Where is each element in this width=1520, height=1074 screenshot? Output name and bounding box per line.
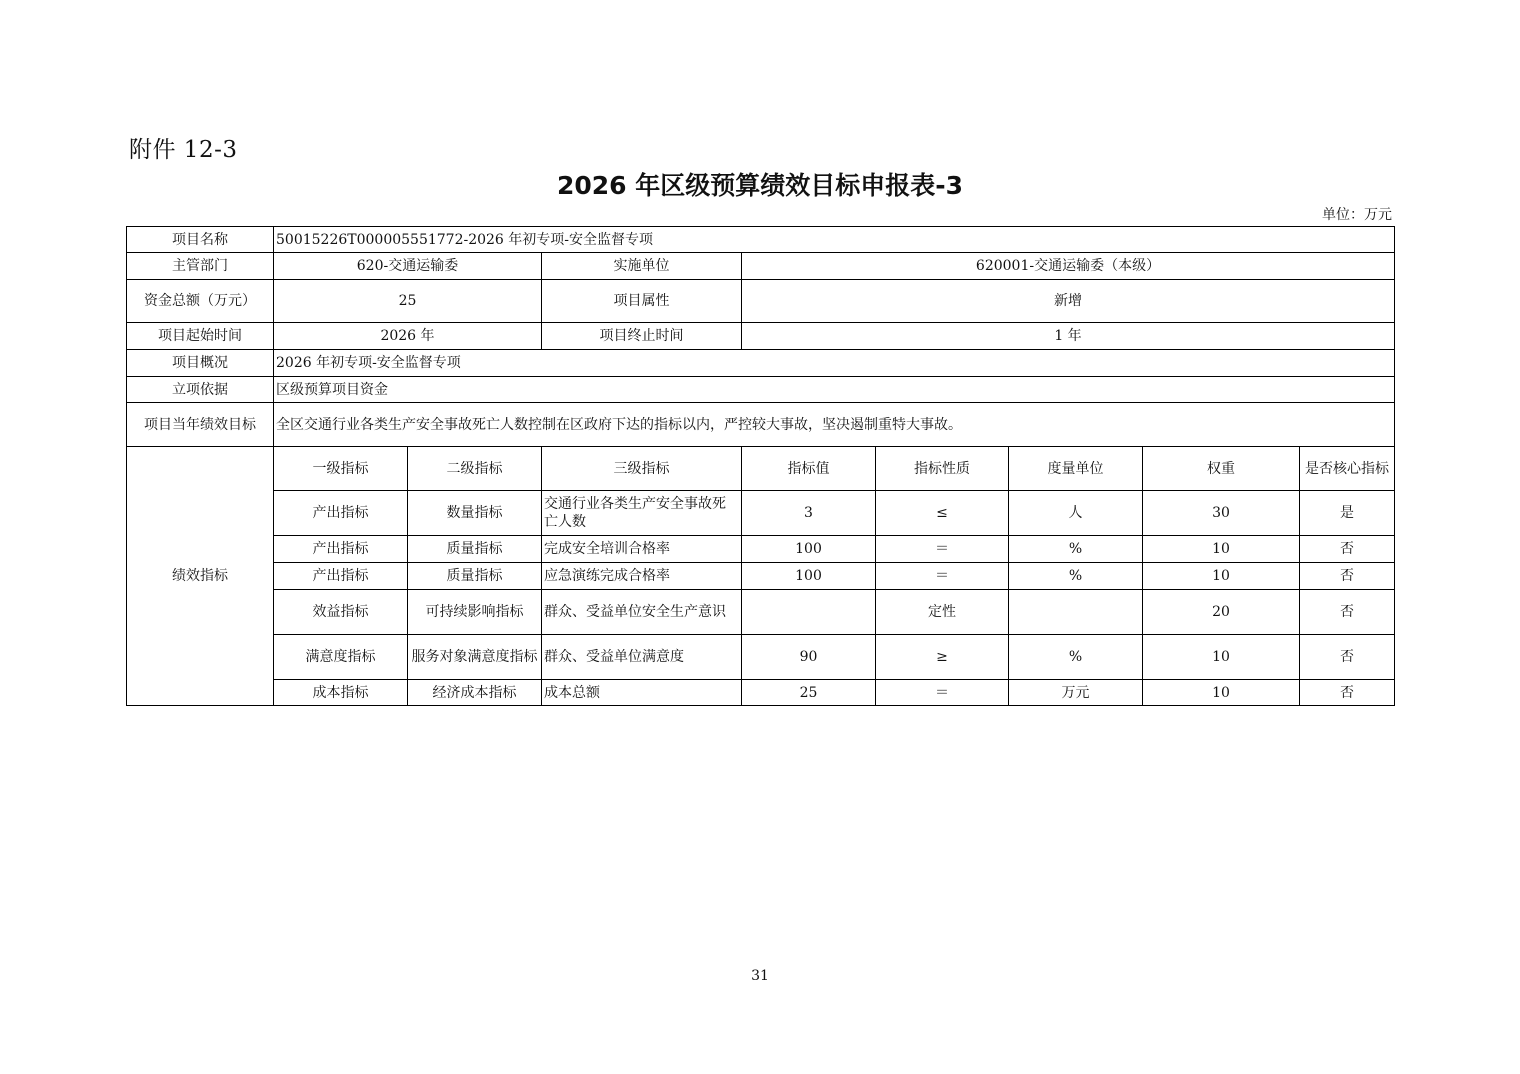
perf-label: 绩效指标 [127,447,274,706]
indicator-cell-level3: 交通行业各类生产安全事故死亡人数 [542,491,742,536]
indicator-cell-nature: ≤ [876,491,1009,536]
indicator-row [127,680,1395,706]
dept-value: 620-交通运输委 [274,253,542,280]
indicator-cell-level3: 群众、受益单位安全生产意识 [542,590,742,635]
attr-value: 新增 [742,280,1395,323]
indicator-cell-level1: 产出指标 [274,563,408,590]
indicator-cell-unit: % [1009,536,1143,563]
indicator-cell-core: 否 [1300,563,1395,590]
indicator-header-unit: 度量单位 [1009,447,1143,491]
indicator-cell-nature: ＝ [876,536,1009,563]
indicator-cell-weight: 10 [1143,536,1300,563]
indicator-header-level1: 一级指标 [274,447,408,491]
indicator-cell-unit: % [1009,635,1143,680]
indicator-cell-weight: 10 [1143,680,1300,706]
indicator-cell-level1: 满意度指标 [274,635,408,680]
indicator-row [127,563,1395,590]
indicator-cell-weight: 30 [1143,491,1300,536]
indicator-cell-level2: 数量指标 [408,491,542,536]
indicator-cell-level2: 经济成本指标 [408,680,542,706]
indicator-cell-level3: 群众、受益单位满意度 [542,635,742,680]
end-label: 项目终止时间 [542,323,742,350]
indicator-header-level3: 三级指标 [542,447,742,491]
indicator-cell-level2: 服务对象满意度指标 [408,635,542,680]
indicator-cell-level1: 效益指标 [274,590,408,635]
indicator-cell-nature: 定性 [876,590,1009,635]
indicator-cell-level3: 完成安全培训合格率 [542,536,742,563]
indicator-cell-value: 25 [742,680,876,706]
start-value: 2026 年 [274,323,542,350]
row-project-name [127,227,1395,253]
indicator-cell-unit: % [1009,563,1143,590]
indicator-cell-weight: 10 [1143,563,1300,590]
indicator-cell-nature: ＝ [876,680,1009,706]
row-department [127,253,1395,280]
row-overview [127,350,1395,377]
indicator-cell-value: 90 [742,635,876,680]
goal-value: 全区交通行业各类生产安全事故死亡人数控制在区政府下达的指标以内，严控较大事故，坚决遏制重特大事故。 [274,403,1395,447]
indicator-cell-unit [1009,590,1143,635]
dept-label: 主管部门 [127,253,274,280]
project-name-value: 50015226T000005551772-2026 年初专项-安全监督专项 [274,227,1395,253]
indicator-cell-core: 是 [1300,491,1395,536]
indicator-cell-level2: 质量指标 [408,536,542,563]
attachment-label: 附件 12-3 [129,137,238,163]
end-value: 1 年 [742,323,1395,350]
row-fund [127,280,1395,323]
indicator-header-value: 指标值 [742,447,876,491]
indicator-cell-unit: 万元 [1009,680,1143,706]
indicator-cell-core: 否 [1300,635,1395,680]
indicator-cell-unit: 人 [1009,491,1143,536]
page-number: 31 [751,968,769,984]
overview-label: 项目概况 [127,350,274,377]
goal-label: 项目当年绩效目标 [127,403,274,447]
overview-value: 2026 年初专项-安全监督专项 [274,350,1395,377]
project-name-label: 项目名称 [127,227,274,253]
unit-label: 单位：万元 [1322,207,1392,223]
indicator-header-weight: 权重 [1143,447,1300,491]
indicator-row [127,635,1395,680]
basis-value: 区级预算项目资金 [274,377,1395,403]
indicator-header-row [127,447,1395,491]
budget-performance-table [126,226,1395,706]
indicator-cell-level1: 成本指标 [274,680,408,706]
indicator-cell-level2: 可持续影响指标 [408,590,542,635]
indicator-cell-level2: 质量指标 [408,563,542,590]
indicator-row [127,590,1395,635]
row-basis [127,377,1395,403]
row-time [127,323,1395,350]
row-goal [127,403,1395,447]
indicator-cell-value [742,590,876,635]
fund-value: 25 [274,280,542,323]
start-label: 项目起始时间 [127,323,274,350]
indicator-cell-level3: 成本总额 [542,680,742,706]
indicator-header-core: 是否核心指标 [1300,447,1395,491]
indicator-cell-weight: 10 [1143,635,1300,680]
indicator-cell-weight: 20 [1143,590,1300,635]
attr-label: 项目属性 [542,280,742,323]
indicator-cell-value: 100 [742,563,876,590]
indicator-cell-nature: ≥ [876,635,1009,680]
indicator-cell-value: 3 [742,491,876,536]
indicator-cell-core: 否 [1300,536,1395,563]
indicator-cell-level1: 产出指标 [274,491,408,536]
indicator-cell-value: 100 [742,536,876,563]
indicator-header-level2: 二级指标 [408,447,542,491]
indicator-row [127,536,1395,563]
fund-label: 资金总额（万元） [127,280,274,323]
indicator-cell-core: 否 [1300,590,1395,635]
impl-label: 实施单位 [542,253,742,280]
basis-label: 立项依据 [127,377,274,403]
indicator-cell-core: 否 [1300,680,1395,706]
impl-value: 620001-交通运输委（本级） [742,253,1395,280]
indicator-row [127,491,1395,536]
indicator-cell-level3: 应急演练完成合格率 [542,563,742,590]
form-title: 2026 年区级预算绩效目标申报表-3 [556,171,964,200]
indicator-cell-nature: ＝ [876,563,1009,590]
indicator-header-nature: 指标性质 [876,447,1009,491]
indicator-cell-level1: 产出指标 [274,536,408,563]
